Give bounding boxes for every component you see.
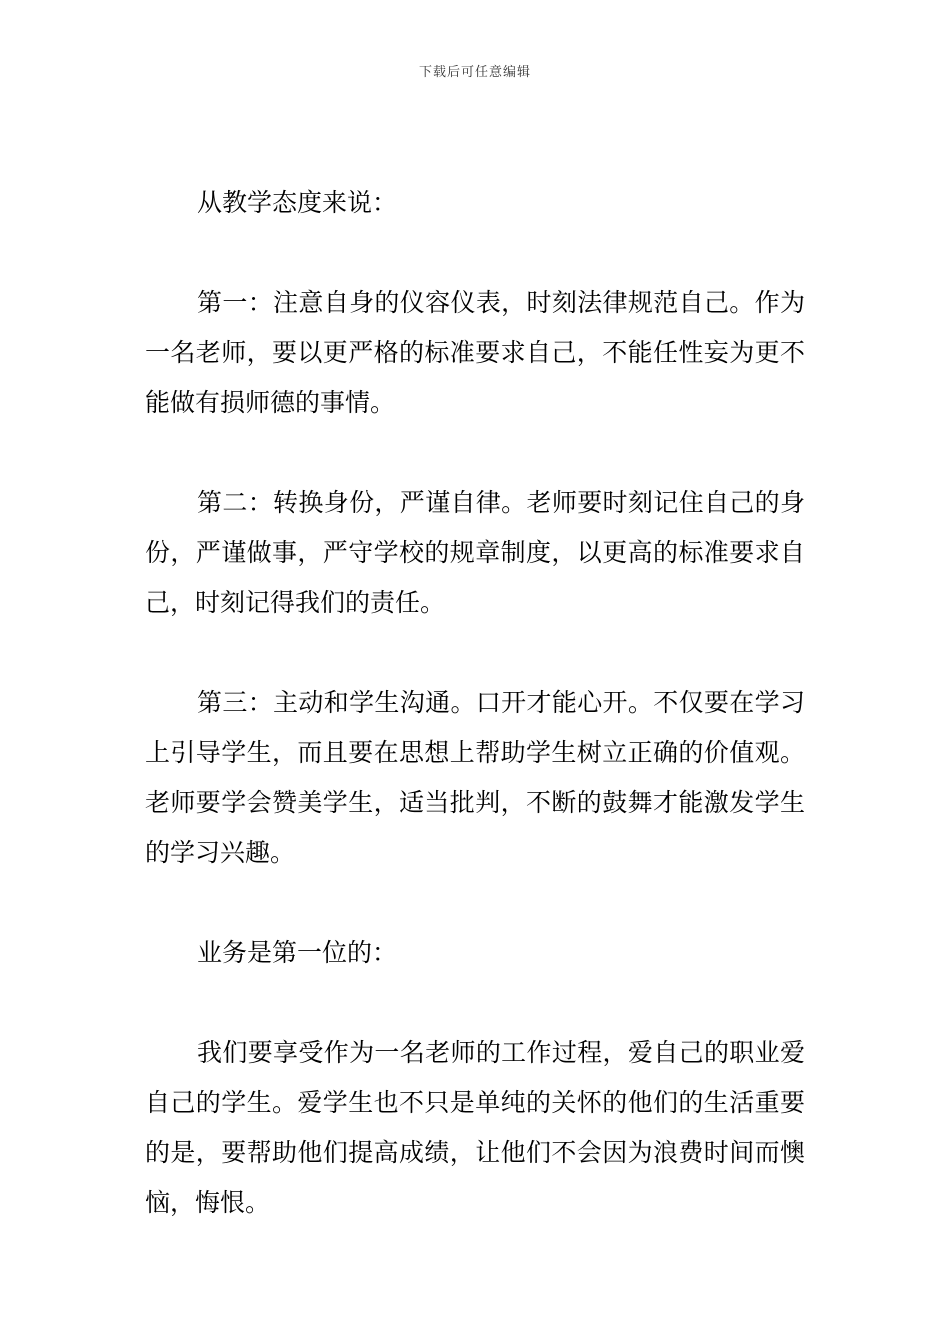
- paragraph-business-heading: 业务是第一位的：: [197, 938, 398, 967]
- document-body: [145, 178, 805, 1228]
- paragraph-second-point: 第二：转换身份，严谨自律。老师要时刻记住自己的身份，严谨做事，严守学校的规章制度，以更高的标准要求自己，时刻记得我们的责任。: [145, 488, 805, 617]
- paragraph-teaching-attitude-heading: 从教学态度来说：: [197, 188, 398, 217]
- paragraph-third-point: 第三：主动和学生沟通。口开才能心开。不仅要在学习上引导学生，而且要在思想上帮助学生树立正确的价值观。老师要学会赞美学生，适当批判，不断的鼓舞才能激发学生的学习兴趣。: [145, 688, 805, 867]
- paragraph-enjoy-work: 我们要享受作为一名老师的工作过程，爱自己的职业爱自己的学生。爱学生也不只是单纯的关怀的他们的生活重要的是，要帮助他们提高成绩，让他们不会因为浪费时间而懊恼，悔恨。: [145, 1038, 805, 1217]
- header-note: 下载后可任意编辑: [418, 65, 531, 80]
- paragraph-first-point: 第一：注意自身的仪容仪表，时刻法律规范自己。作为一名老师，要以更严格的标准要求自己，不能任性妄为更不能做有损师德的事情。: [145, 288, 805, 417]
